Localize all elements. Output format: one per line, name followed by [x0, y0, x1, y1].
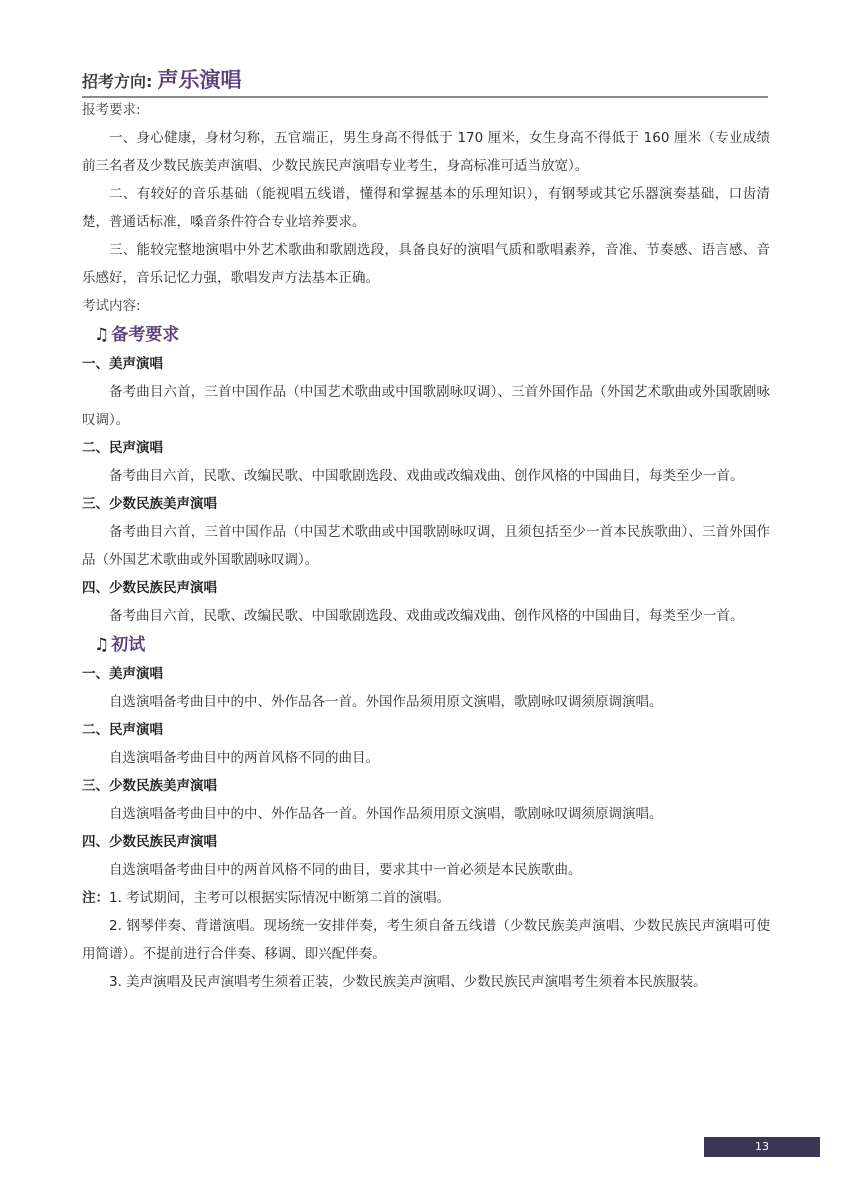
prep-text-2: 备考曲目六首，民歌、改编民歌、中国歌剧选段、戏曲或改编戏曲、创作风格的中国曲目，每类至少一首。 — [109, 468, 744, 484]
page-title: 声乐演唱 — [157, 68, 242, 92]
prep-text-1: 备考曲目六首，三首中国作品（中国艺术歌曲或中国歌剧咏叹调）、三首外国作品（外国艺术歌曲或外国歌剧咏叹调）。 — [82, 384, 770, 428]
prelim-text-4: 自选演唱备考曲目中的两首风格不同的曲目，要求其中一首必须是本民族歌曲。 — [109, 862, 582, 878]
document-body — [82, 96, 770, 996]
requirement-item-2: 二、有较好的音乐基础（能视唱五线谱，懂得和掌握基本的乐理知识），有钢琴或其它乐器演奏基础，口齿清楚，普通话标准，嗓音条件符合专业培养要求。 — [82, 186, 770, 230]
page-number: 13 — [755, 1140, 769, 1153]
note-item-1: 1. 考试期间，主考可以根据实际情况中断第二首的演唱。 — [109, 890, 451, 906]
prelim-subheading-2: 二、民声演唱 — [82, 722, 163, 738]
section-prep-heading — [94, 320, 770, 350]
prelim-text-2: 自选演唱备考曲目中的两首风格不同的曲目。 — [109, 750, 379, 766]
note-item-3: 3. 美声演唱及民声演唱考生须着正装，少数民族美声演唱、少数民族民声演唱考生须着本民族服装。 — [109, 974, 707, 990]
notes-first-row — [82, 884, 770, 912]
music-note-icon: ♫ — [94, 635, 110, 655]
prelim-text-1: 自选演唱备考曲目中的中、外作品各一首。外国作品须用原文演唱，歌剧咏叹调须原调演唱。 — [109, 694, 663, 710]
page-number-badge — [704, 1137, 820, 1157]
prelim-text-3: 自选演唱备考曲目中的中、外作品各一首。外国作品须用原文演唱，歌剧咏叹调须原调演唱。 — [109, 806, 663, 822]
note-item-2: 2. 钢琴伴奏、背谱演唱。现场统一安排伴奏，考生须自备五线谱（少数民族美声演唱、少数民族民声演唱可使用简谱）。不提前进行合伴奏、移调、即兴配伴奏。 — [82, 918, 770, 962]
music-note-icon: ♫ — [94, 325, 110, 345]
section-preliminary-title: 初试 — [111, 635, 146, 655]
requirement-item-3: 三、能较完整地演唱中外艺术歌曲和歌剧选段，具备良好的演唱气质和歌唱素养，音准、节奏感、语言感、音乐感好，音乐记忆力强，歌唱发声方法基本正确。 — [82, 242, 770, 286]
prep-subheading-4: 四、少数民族民声演唱 — [82, 580, 217, 596]
prep-subheading-3: 三、少数民族美声演唱 — [82, 496, 217, 512]
section-preliminary-heading — [94, 630, 770, 660]
requirements-label: 报考要求: — [82, 102, 141, 118]
notes-label: 注： — [82, 890, 109, 906]
prelim-subheading-3: 三、少数民族美声演唱 — [82, 778, 217, 794]
prep-subheading-2: 二、民声演唱 — [82, 440, 163, 456]
section-prep-title: 备考要求 — [111, 325, 180, 345]
prep-subheading-1: 一、美声演唱 — [82, 356, 163, 372]
header-prefix: 招考方向: — [82, 72, 153, 91]
page-header — [82, 64, 768, 98]
exam-content-label: 考试内容: — [82, 298, 141, 314]
prep-text-3: 备考曲目六首，三首中国作品（中国艺术歌曲或中国歌剧咏叹调，且须包括至少一首本民族歌曲）、三首外国作品（外国艺术歌曲或外国歌剧咏叹调）。 — [82, 524, 770, 568]
prelim-subheading-1: 一、美声演唱 — [82, 666, 163, 682]
prep-text-4: 备考曲目六首，民歌、改编民歌、中国歌剧选段、戏曲或改编戏曲、创作风格的中国曲目，每类至少一首。 — [109, 608, 744, 624]
requirement-item-1: 一、身心健康，身材匀称，五官端正，男生身高不得低于 170 厘米，女生身高不得低于 160 厘米（专业成绩前三名者及少数民族美声演唱、少数民族民声演唱专业考生，身高标准可适当放宽）。 — [82, 130, 770, 174]
prelim-subheading-4: 四、少数民族民声演唱 — [82, 834, 217, 850]
